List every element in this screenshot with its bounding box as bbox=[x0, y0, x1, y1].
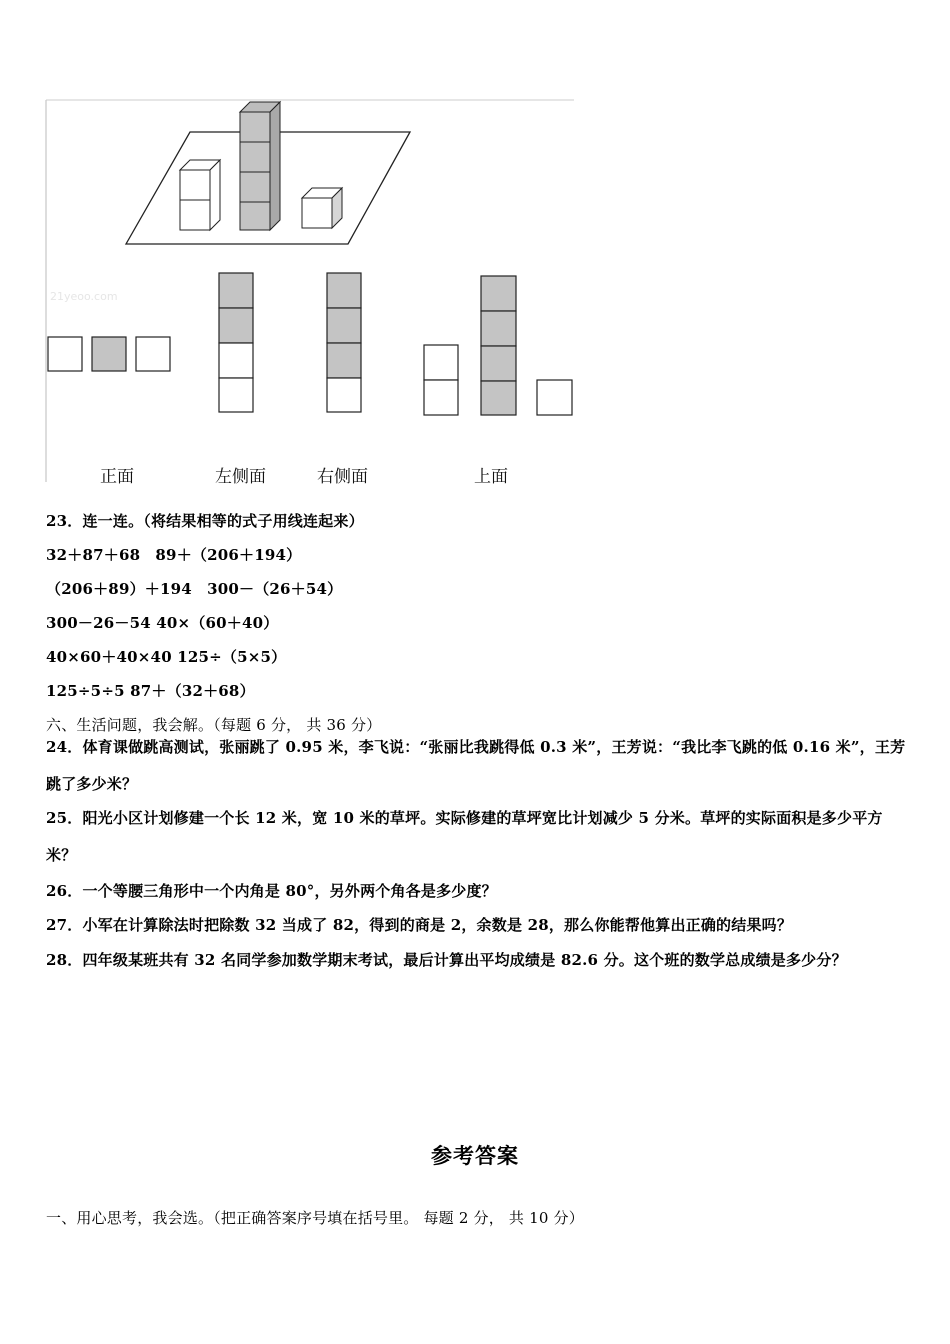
q23-row-1: 32＋87＋68 89＋（206＋194） bbox=[46, 546, 302, 564]
q23-row-5: 125÷5÷5 87＋（32＋68） bbox=[46, 682, 255, 700]
question-27: 27．小军在计算除法时把除数 32 当成了 82，得到的商是 2，余数是 28，那么你能帮他算出正确的结果吗？ bbox=[46, 916, 793, 934]
answer-key-title: 参考答案 bbox=[431, 1143, 519, 1168]
watermark: 21yeoo.com bbox=[50, 290, 118, 303]
q23-row-3: 300－26－54 40×（60＋40） bbox=[46, 614, 279, 632]
top-view bbox=[424, 276, 572, 415]
stack-right bbox=[302, 188, 342, 228]
section-6-heading: 六、生活问题，我会解。（每题 6 分， 共 36 分） bbox=[46, 716, 382, 734]
answer-section-1-heading: 一、用心思考，我会选。（把正确答案序号填在括号里。 每题 2 分， 共 10 分） bbox=[46, 1209, 584, 1227]
q23-title: 23．连一连。（将结果相等的式子用线连起来） bbox=[46, 512, 364, 530]
left-side-view bbox=[219, 273, 253, 412]
question-25: 25．阳光小区计划修建一个长 12 米，宽 10 米的草坪。实际修建的草坪宽比计划减少 5 分米。草坪的实际面积是多少平方米？ bbox=[46, 809, 883, 864]
label-top: 上面 bbox=[474, 467, 508, 487]
stack-middle bbox=[240, 102, 280, 230]
cube-diagram bbox=[44, 98, 576, 484]
question-24: 24．体育课做跳高测试，张丽跳了 0.95 米，李飞说：“张丽比我跳得低 0.3 米”，王芳说：“我比李飞跳的低 0.16 米”，王芳跳了多少米？ bbox=[46, 738, 906, 793]
q23-row-4: 40×60＋40×40 125÷（5×5） bbox=[46, 648, 287, 666]
stack-left bbox=[180, 160, 220, 230]
three-view-figure bbox=[44, 98, 576, 487]
label-left-side: 左侧面 bbox=[215, 467, 266, 487]
label-front: 正面 bbox=[100, 467, 134, 487]
q23-row-2: （206＋89）＋194 300－（26＋54） bbox=[46, 580, 343, 598]
front-view bbox=[48, 337, 170, 371]
question-26: 26．一个等腰三角形中一个内角是 80°，另外两个角各是多少度？ bbox=[46, 882, 497, 900]
right-side-view bbox=[327, 273, 361, 412]
question-28: 28．四年级某班共有 32 名同学参加数学期末考试，最后计算出平均成绩是 82.6 分。这个班的数学总成绩是多少分？ bbox=[46, 951, 847, 969]
label-right-side: 右侧面 bbox=[317, 467, 368, 487]
